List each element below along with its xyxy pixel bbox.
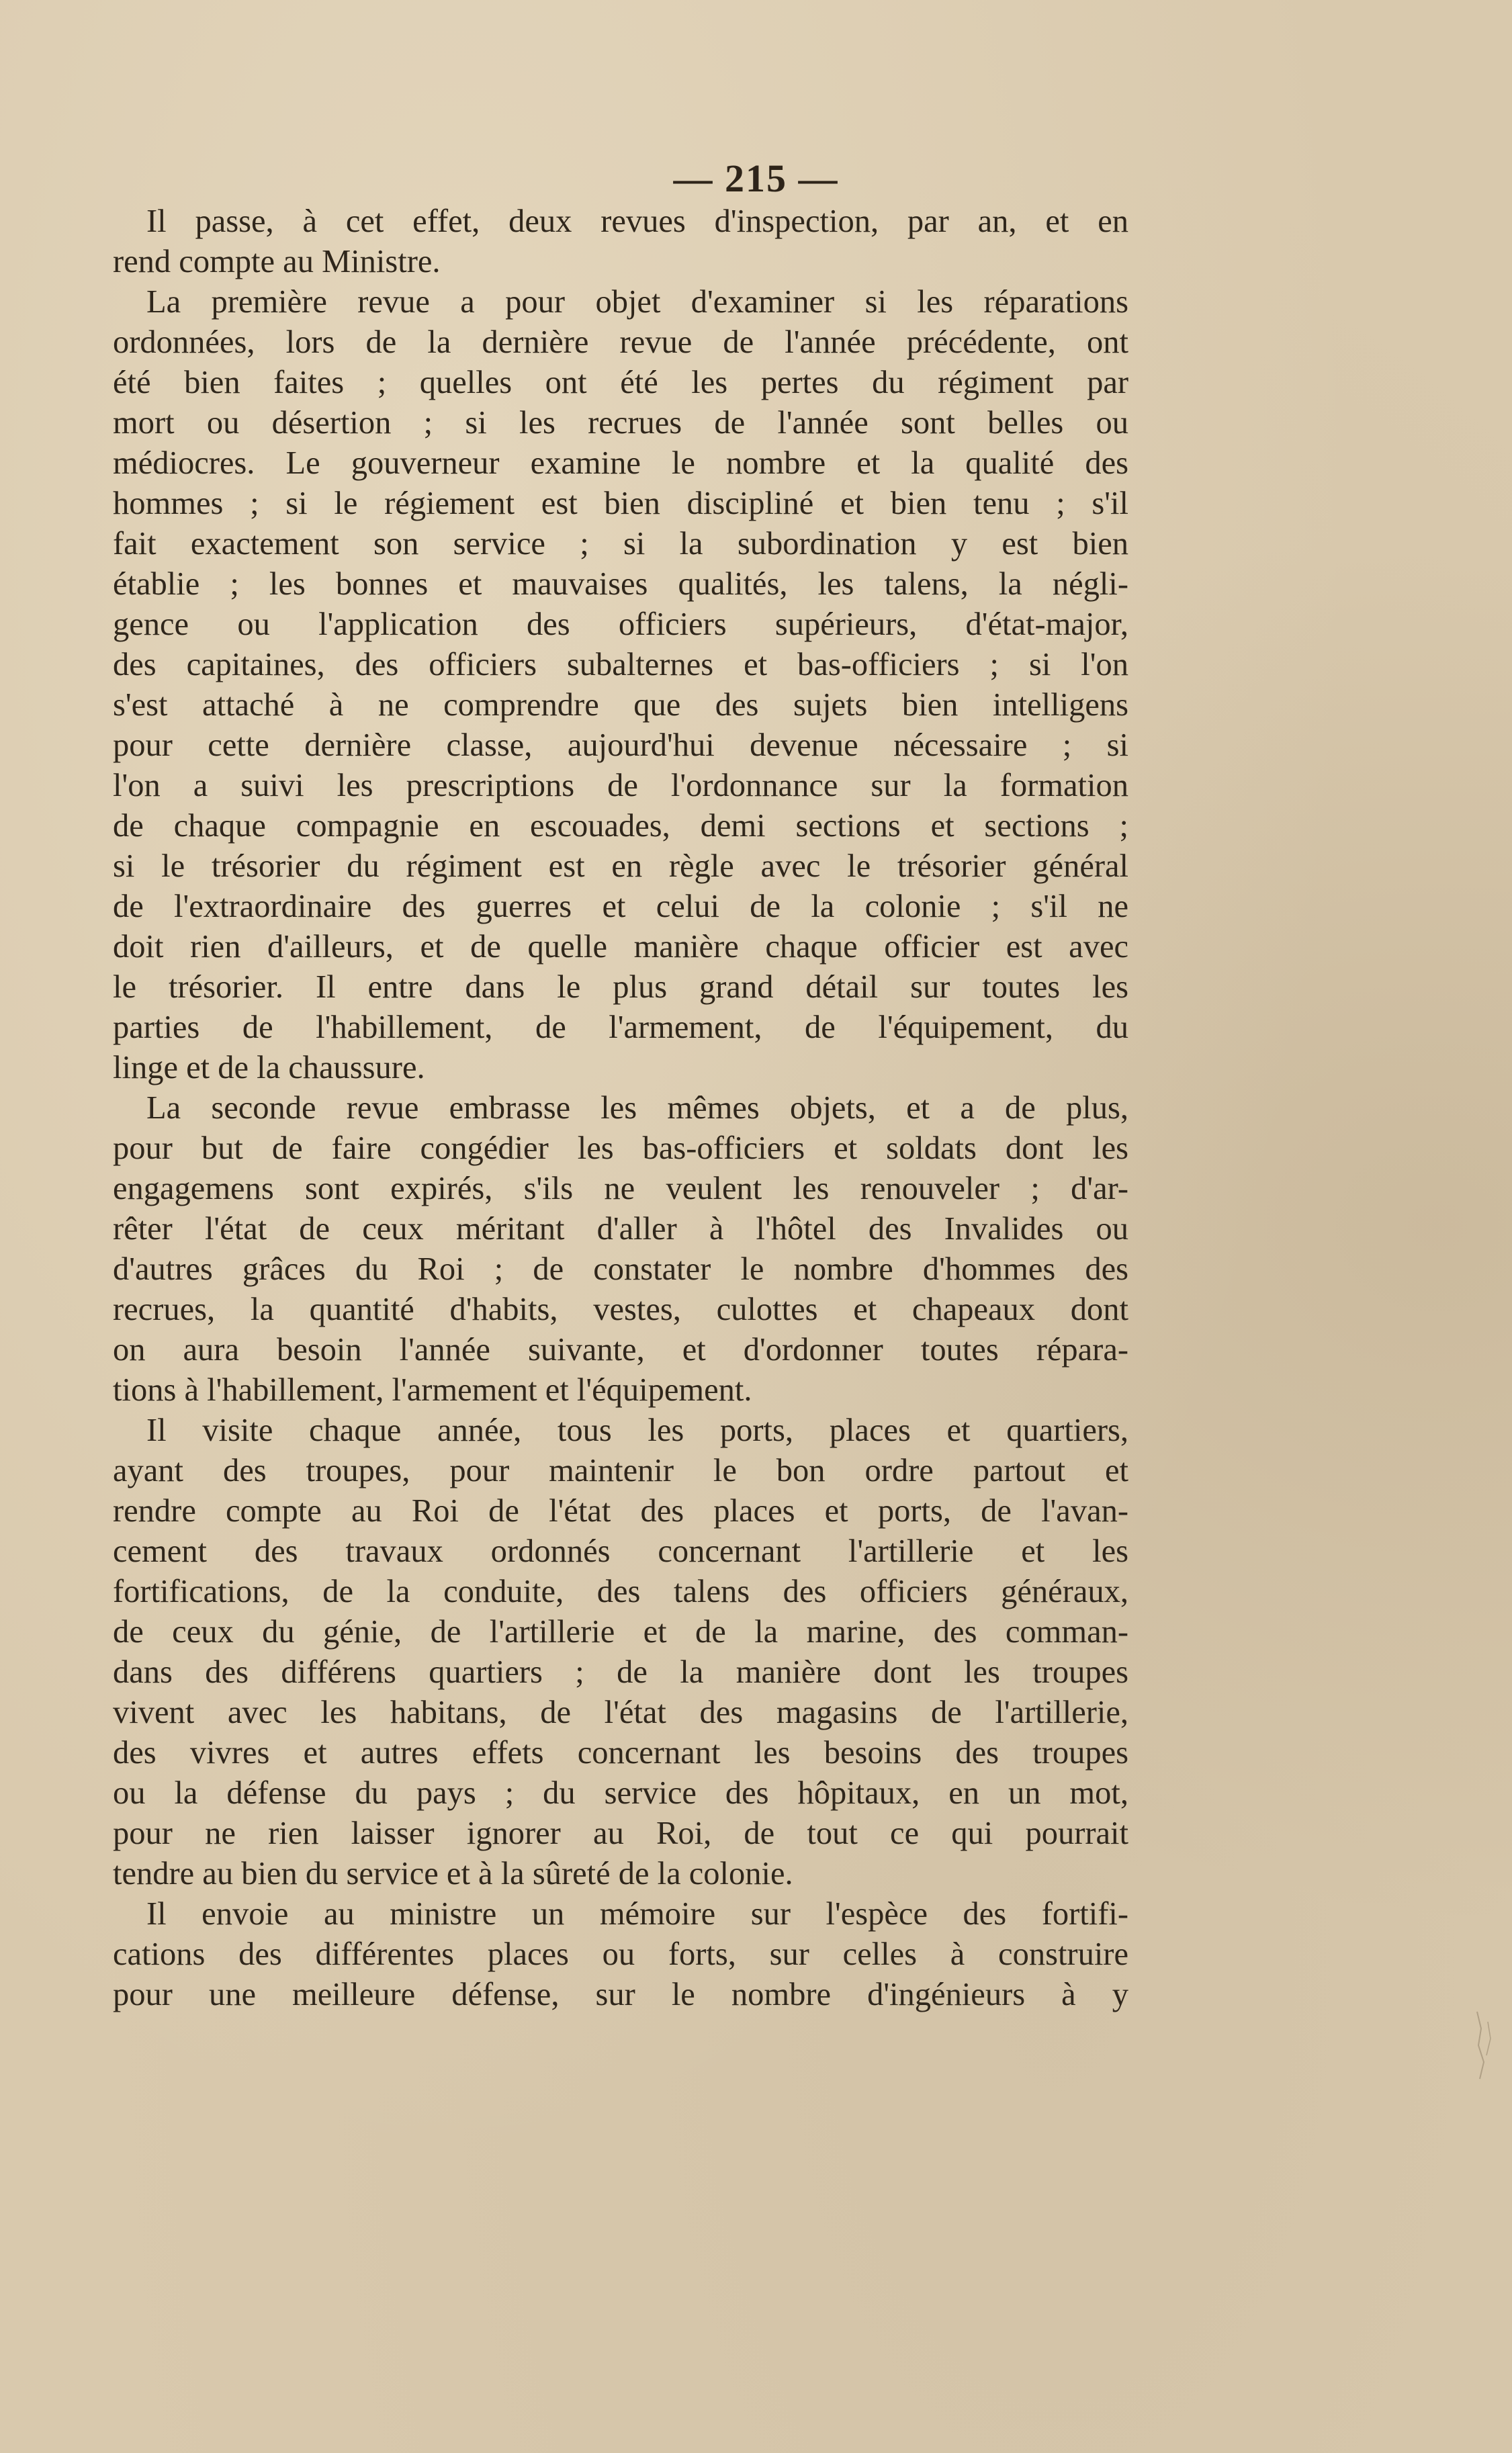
- text-line: rêter l'état de ceux méritant d'aller à l'hôtel des Invalides ou: [113, 1211, 1128, 1247]
- text-line: médiocres. Le gouverneur examine le nombre et la qualité des: [113, 445, 1128, 481]
- text-line: tions à l'habillement, l'armement et l'équipement.: [113, 1372, 752, 1408]
- text-line: rend compte au Ministre.: [113, 244, 441, 279]
- text-line: linge et de la chaussure.: [113, 1050, 425, 1085]
- text-line: ou la défense du pays ; du service des hôpitaux, en un mot,: [113, 1775, 1128, 1811]
- text-line: La première revue a pour objet d'examiner si les réparations: [146, 284, 1128, 320]
- text-line: été bien faites ; quelles ont été les pertes du régiment par: [113, 365, 1128, 400]
- text-line: le trésorier. Il entre dans le plus grand détail sur toutes les: [113, 969, 1128, 1005]
- page-edge-smudge: [1472, 2008, 1499, 2082]
- text-line: s'est attaché à ne comprendre que des sujets bien intelligens: [113, 687, 1128, 723]
- text-line: de chaque compagnie en escouades, demi sections et sections ;: [113, 808, 1128, 844]
- text-line: ordonnées, lors de la dernière revue de l'année précédente, ont: [113, 324, 1128, 360]
- text-line: La seconde revue embrasse les mêmes objets, et a de plus,: [146, 1090, 1128, 1126]
- text-line: engagemens sont expirés, s'ils ne veulent les renouveler ; d'ar-: [113, 1171, 1128, 1206]
- text-line: rendre compte au Roi de l'état des places et ports, de l'avan-: [113, 1493, 1128, 1529]
- text-line: des vivres et autres effets concernant les besoins des troupes: [113, 1735, 1128, 1771]
- text-line: vivent avec les habitans, de l'état des magasins de l'artillerie,: [113, 1695, 1128, 1730]
- text-line: Il visite chaque année, tous les ports, places et quartiers,: [146, 1413, 1128, 1448]
- text-line: Il envoie au ministre un mémoire sur l'espèce des fortifi-: [146, 1896, 1128, 1932]
- text-line: parties de l'habillement, de l'armement, de l'équipement, du: [113, 1010, 1128, 1045]
- text-line: pour ne rien laisser ignorer au Roi, de tout ce qui pourrait: [113, 1816, 1128, 1851]
- text-line: pour une meilleure défense, sur le nombre d'ingénieurs à y: [113, 1977, 1128, 2012]
- text-line: recrues, la quantité d'habits, vestes, culottes et chapeaux dont: [113, 1292, 1128, 1327]
- text-line: cement des travaux ordonnés concernant l'artillerie et les: [113, 1533, 1128, 1569]
- text-line: pour cette dernière classe, aujourd'hui devenue nécessaire ; si: [113, 727, 1128, 763]
- text-line: on aura besoin l'année suivante, et d'ordonner toutes répara-: [113, 1332, 1128, 1368]
- text-line: fait exactement son service ; si la subordination y est bien: [113, 526, 1128, 562]
- text-line: dans des différens quartiers ; de la manière dont les troupes: [113, 1654, 1128, 1690]
- text-line: pour but de faire congédier les bas-officiers et soldats dont les: [113, 1130, 1128, 1166]
- body-text: [113, 202, 1128, 2015]
- text-line: si le trésorier du régiment est en règle avec le trésorier général: [113, 848, 1128, 884]
- text-line: mort ou désertion ; si les recrues de l'année sont belles ou: [113, 405, 1128, 441]
- text-line: gence ou l'application des officiers supérieurs, d'état-major,: [113, 607, 1128, 642]
- text-line: ayant des troupes, pour maintenir le bon ordre partout et: [113, 1453, 1128, 1488]
- text-line: cations des différentes places ou forts, sur celles à construire: [113, 1936, 1128, 1972]
- page-number: — 215 —: [673, 157, 839, 200]
- text-line: fortifications, de la conduite, des talens des officiers généraux,: [113, 1574, 1128, 1609]
- text-line: l'on a suivi les prescriptions de l'ordonnance sur la formation: [113, 768, 1128, 803]
- text-line: d'autres grâces du Roi ; de constater le nombre d'hommes des: [113, 1251, 1128, 1287]
- text-line: doit rien d'ailleurs, et de quelle manière chaque officier est avec: [113, 929, 1128, 965]
- text-line: de l'extraordinaire des guerres et celui de la colonie ; s'il ne: [113, 889, 1128, 924]
- text-line: des capitaines, des officiers subalternes et bas-officiers ; si l'on: [113, 647, 1128, 682]
- text-line: Il passe, à cet effet, deux revues d'inspection, par an, et en: [146, 204, 1128, 239]
- text-line: de ceux du génie, de l'artillerie et de la marine, des comman-: [113, 1614, 1128, 1650]
- text-line: hommes ; si le régiement est bien discipliné et bien tenu ; s'il: [113, 486, 1128, 521]
- text-line: établie ; les bonnes et mauvaises qualités, les talens, la négli-: [113, 566, 1128, 602]
- text-line: tendre au bien du service et à la sûreté de la colonie.: [113, 1856, 793, 1891]
